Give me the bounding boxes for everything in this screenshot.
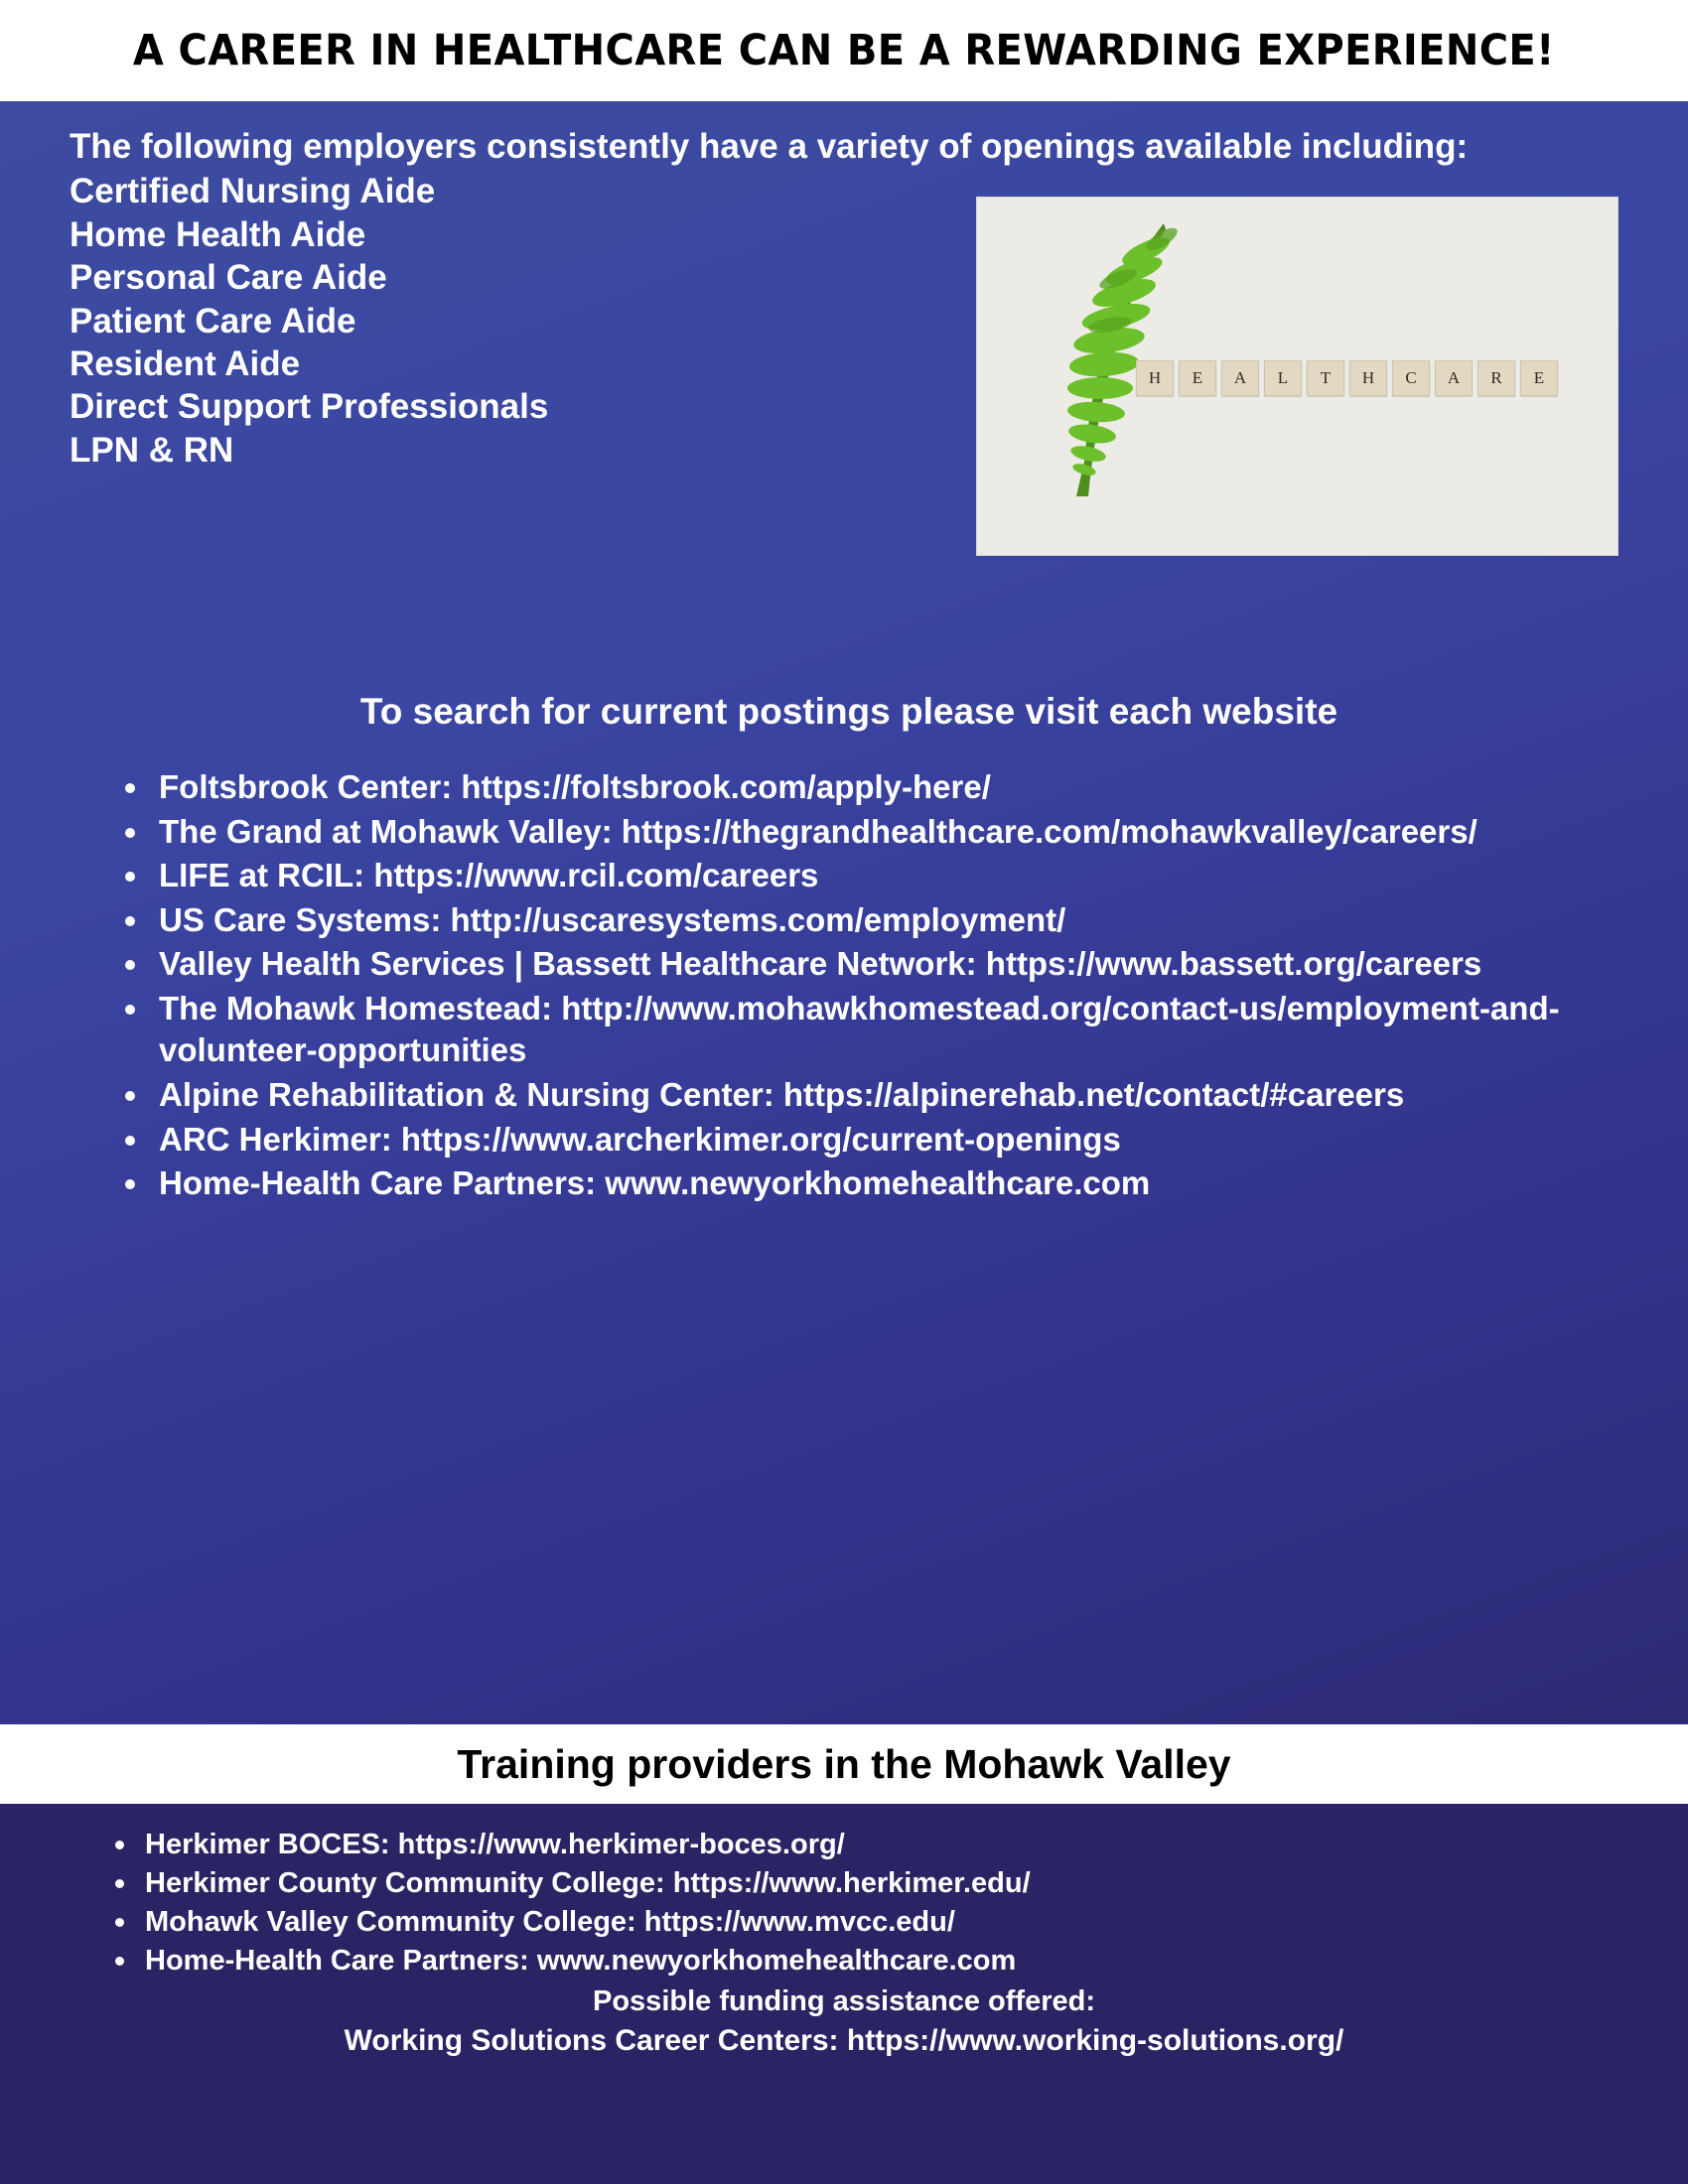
list-item[interactable]: The Grand at Mohawk Valley: https://thegrandhealthcare.com/mohawkvalley/careers/ [117, 811, 1628, 854]
training-content [0, 1804, 1688, 2184]
training-links-list [60, 1826, 1628, 1981]
list-item[interactable]: Herkimer BOCES: https://www.herkimer-boces.org/ [107, 1826, 1628, 1864]
list-item[interactable]: Mohawk Valley Community College: https://www.mvcc.edu/ [107, 1903, 1628, 1942]
header-band [0, 0, 1688, 101]
letter-tile: L [1264, 360, 1302, 396]
list-item[interactable]: US Care Systems: http://uscaresystems.com/employment/ [117, 899, 1628, 942]
list-item[interactable]: LIFE at RCIL: https://www.rcil.com/careers [117, 855, 1628, 897]
list-item[interactable]: Home-Health Care Partners: www.newyorkhomehealthcare.com [117, 1162, 1628, 1205]
list-item[interactable]: Home-Health Care Partners: www.newyorkhomehealthcare.com [107, 1942, 1628, 1980]
intro-lead-text: The following employers consistently have a variety of openings available including: [70, 127, 1469, 166]
letter-tile: T [1307, 360, 1344, 396]
role-item: Direct Support Professionals [70, 387, 549, 427]
list-item[interactable]: Alpine Rehabilitation & Nursing Center: https://alpinerehab.net/contact/#careers [117, 1074, 1628, 1117]
role-item: Personal Care Aide [70, 258, 387, 298]
working-solutions-link[interactable]: Working Solutions Career Centers: https://www.working-solutions.org/ [344, 2023, 1344, 2057]
training-title: Training providers in the Mohawk Valley [457, 1740, 1231, 1787]
scrabble-tiles [1136, 360, 1558, 396]
letter-tile: H [1349, 360, 1387, 396]
search-instruction: To search for current postings please visit each website [359, 691, 1338, 732]
letter-tile: E [1179, 360, 1216, 396]
main-content [0, 101, 1688, 1724]
role-item: Certified Nursing Aide [70, 172, 436, 211]
employer-links-list [70, 766, 1628, 1205]
page-title: A CAREER IN HEALTHCARE CAN BE A REWARDING EXPERIENCE! [133, 26, 1555, 75]
list-item[interactable]: Foltsbrook Center: https://foltsbrook.com/apply-here/ [117, 766, 1628, 809]
letter-tile: A [1435, 360, 1473, 396]
role-item: Resident Aide [70, 343, 301, 383]
letter-tile: C [1392, 360, 1430, 396]
role-item: LPN & RN [70, 430, 234, 470]
training-header-band [0, 1724, 1688, 1804]
healthcare-photo [976, 197, 1618, 556]
list-item[interactable]: ARC Herkimer: https://www.archerkimer.org/current-openings [117, 1119, 1628, 1161]
intro-section [70, 125, 1628, 681]
funding-label: Possible funding assistance offered: [593, 1984, 1095, 2017]
list-item[interactable]: Herkimer County Community College: https://www.herkimer.edu/ [107, 1864, 1628, 1903]
list-item[interactable]: Valley Health Services | Bassett Healthcare Network: https://www.bassett.org/careers [117, 943, 1628, 986]
letter-tile: H [1136, 360, 1174, 396]
role-item: Patient Care Aide [70, 301, 356, 341]
role-item: Home Health Aide [70, 214, 366, 254]
letter-tile: E [1520, 360, 1558, 396]
list-item[interactable]: The Mohawk Homestead: http://www.mohawkhomestead.org/contact-us/employment-and-volunteer-opportunities [117, 988, 1628, 1072]
letter-tile: R [1477, 360, 1515, 396]
letter-tile: A [1221, 360, 1259, 396]
